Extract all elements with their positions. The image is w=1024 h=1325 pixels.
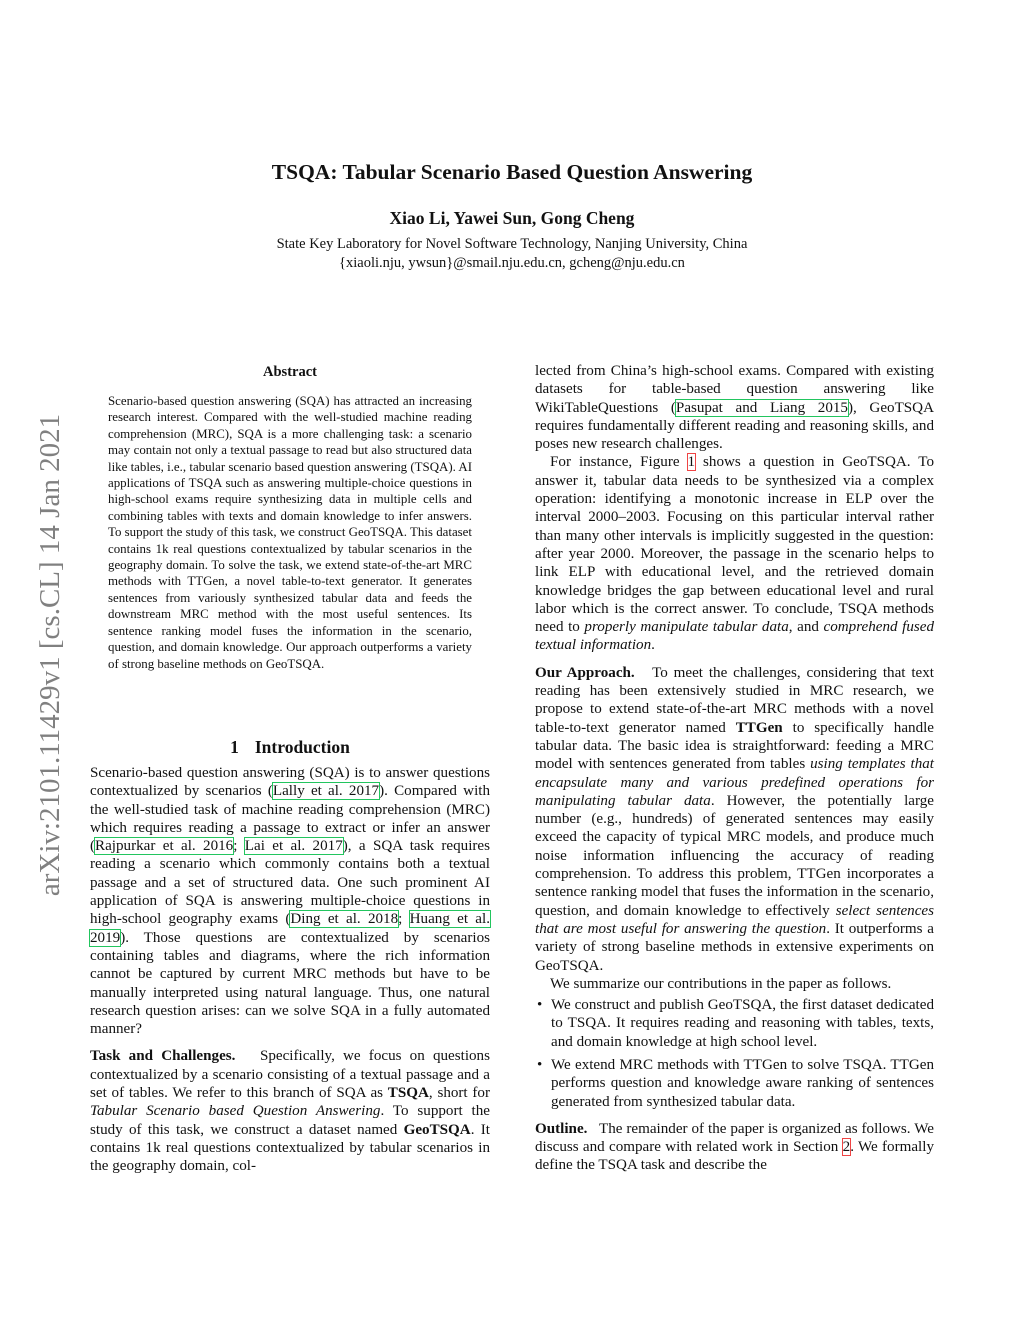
contributions-list <box>535 996 934 1111</box>
section-heading-introduction <box>90 737 490 758</box>
citation-ding[interactable]: Ding et al. 2018 <box>290 911 399 928</box>
citation-huang[interactable]: Huang et al. 2019 <box>90 911 490 946</box>
our-approach-paragraph: Our Approach. To meet the challenges, considering that text reading has been extensively studied in MRC research, we propose to extend state-of-the-art MRC methods with a novel table-to-text generator named TTGen to specifically handle tabular data. The basic idea is straightforward: feeding a MRC model with sentences generated from tables using templates that encapsulate many and various predefined operations for manipulating tabular data. However, the potentially large number (e.g., hundreds) of generated sentences may easily exceed the capacity of typical MRC models, and produce much noise information influencing the accuracy of reading comprehension. To address this problem, TTGen incorporates a sentence ranking model that fuses the information in the scenario, question, and domain knowledge to effectively select sentences that are most useful for answering the question. It outperforms a variety of strong baseline methods in extensive experiments on GeoTSQA. <box>535 664 935 974</box>
right-paragraph-1: lected from China’s high-school exams. Compared with existing datasets for table-based question answering like WikiTableQuestions (Pasupat and Liang 2015), GeoTSQA requires fundamentally different reading and reasoning skills, and poses new research challenges. <box>535 363 934 453</box>
paragraph-heading: Outline. <box>535 1120 588 1137</box>
citation-pasupat[interactable]: Pasupat and Liang 2015 <box>675 399 848 416</box>
left-column-body <box>90 764 490 1176</box>
arxiv-identifier[interactable]: arXiv:2101.11429v1 [cs.CL] 14 Jan 2021 <box>34 413 66 897</box>
outline-paragraph: Outline. The remainder of the paper is organized as follows. We discuss and compare with related work in Section 2. We formally define the TSQA task and describe the <box>535 1120 934 1174</box>
abstract-text: Scenario-based question answering (SQA) has attracted an increasing research interest. Compared with the well-studied machine reading comprehension (MRC), SQA is a more challenging task: a scenario may contain not only a textual passage to read but also structured data like tables, i.e., tabular scenario based question answering (TSQA). AI applications of TSQA such as answering multiple-choice questions in high-school exams require synthesizing data in multiple cells and combining tables with texts and domain knowledge to infer answers. To support the study of this task, we construct GeoTSQA. This dataset contains 1k real questions contextualized by tabular scenarios in the geography domain. To solve the task, we extend state-of-the-art MRC methods with TTGen, a novel table-to-text generator. It generates sentences from variously synthesized tabular data and feeds the downstream MRC method with the most useful sentences. Its sentence ranking model fuses the information in the scenario, question, and domain knowledge. Our approach outperforms a variety of strong baseline methods on GeoTSQA. <box>108 394 472 671</box>
abstract-heading: Abstract <box>263 364 317 380</box>
citation-lai[interactable]: Lai et al. 2017 <box>244 838 343 855</box>
affiliation: State Key Laboratory for Novel Software Technology, Nanjing University, China <box>276 236 748 252</box>
list-item: • We extend MRC methods with TTGen to solve TSQA. TTGen performs question and knowledge aware ranking of sentences generated from synthesized tabular data. <box>535 1056 934 1111</box>
paragraph-heading: Task and Challenges. <box>90 1048 236 1065</box>
section-reference-link[interactable]: 2 <box>842 1139 851 1156</box>
email-addresses: {xiaoli.nju, ywsun}@smail.nju.edu.cn, gcheng@nju.edu.cn <box>339 255 685 271</box>
task-and-challenges-paragraph: Task and Challenges. Specifically, we focus on questions contextualized by a scenario consisting of a textual passage and a set of tables. We refer to this branch of SQA as TSQA, short for Tabular Scenario based Question Answering. To support the study of this task, we construct a dataset named GeoTSQA. It contains 1k real questions contextualized by tabular scenarios in the geography domain, col- <box>90 1048 490 1175</box>
figure-reference-link[interactable]: 1 <box>687 454 696 471</box>
section-number: 1 <box>230 737 239 757</box>
citation-rajpurkar[interactable]: Rajpurkar et al. 2016 <box>95 838 234 855</box>
right-column-body <box>535 362 934 1175</box>
contributions-intro: We summarize our contributions in the paper as follows. <box>550 975 892 992</box>
arxiv-sidebar <box>30 365 70 945</box>
section-title: Introduction <box>254 737 350 757</box>
list-item: • We construct and publish GeoTSQA, the first dataset dedicated to TSQA. It requires reading and reasoning with tables, texts, and domain knowledge at high school level. <box>535 996 934 1051</box>
paragraph-heading: Our Approach. <box>535 664 635 681</box>
paper-title: TSQA: Tabular Scenario Based Question Answering <box>271 160 753 184</box>
intro-paragraph-1: Scenario-based question answering (SQA) is to answer questions contextualized by scenarios (Lally et al. 2017). Compared with the well-studied task of machine reading comprehension (MRC) which requires reading a passage to extract or infer an answer (Rajpurkar et al. 2016; Lai et al. 2017), a SQA task requires reading a scenario which commonly contains both a textual passage and a set of structured data. One such prominent AI application of SQA is answering multiple-choice questions in high-school geography exams (Ding et al. 2018; Huang et al. 2019). Those questions are contextualized by scenarios containing tables and diagrams, where the rich information cannot be captured by current MRC methods but have to be manually interpreted using natural language. Thus, one natural research question arises: can we solve SQA in a fully automated manner? <box>90 765 490 1038</box>
affiliation-block <box>0 235 1024 273</box>
author-list: Xiao Li, Yawei Sun, Gong Cheng <box>389 208 635 228</box>
right-paragraph-2: For instance, Figure 1 shows a question in GeoTSQA. To answer it, tabular data needs to be synthesized via a complex operation: identifying a monotonic increase in ELP over the interval 2000–2003. Focusing on this particular interval rather than many other intervals is implicitly suggested in the question: after year 2000. Moreover, the passage in the scenario helps to link ELP with educational level, and the retrieved domain knowledge bridges the gap between educational level and rural labor which is the correct answer. To conclude, TSQA methods need to properly manipulate tabular data, and comprehend fused textual information. <box>535 454 934 654</box>
citation-lally[interactable]: Lally et al. 2017 <box>272 783 380 800</box>
